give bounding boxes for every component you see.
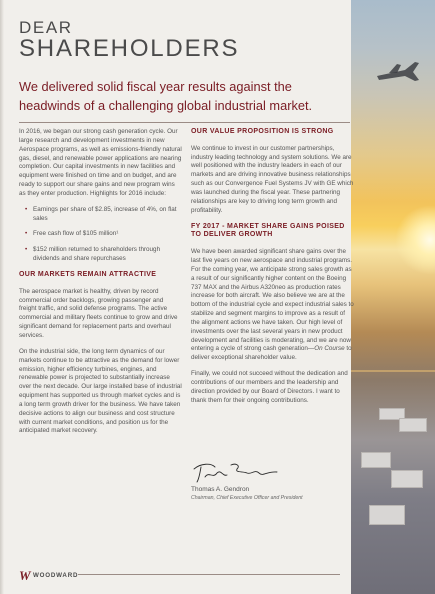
cargo-truck: [361, 452, 391, 468]
cargo-truck: [391, 470, 423, 488]
handwritten-signature: [191, 459, 281, 485]
page-edge-shadow: [0, 0, 4, 594]
section-heading-markets: OUR MARKETS REMAIN ATTRACTIVE: [19, 270, 157, 278]
right-column: [191, 128, 354, 412]
logo-mark: W: [19, 568, 31, 583]
highlight-item: • Earnings per share of $2.85, increase of 4%, on flat sales: [27, 206, 182, 224]
woodward-logo: [19, 568, 77, 582]
footer-divider: [78, 574, 340, 575]
logo-text: WOODWARD: [33, 572, 79, 579]
highlight-item: • Free cash flow of $105 million¹: [27, 230, 182, 239]
divider: [19, 122, 350, 123]
left-column: [19, 128, 182, 443]
page-title-shareholders: SHAREHOLDERS: [19, 35, 240, 62]
page-title-dear: DEAR: [19, 18, 73, 37]
signer-name: Thomas A. Gendron: [191, 486, 250, 493]
cargo-truck: [369, 505, 405, 525]
cargo-truck: [399, 418, 427, 432]
value-paragraph: We continue to invest in our customer partnerships, industry leading technology and system solutions. We are well positioned with the industry leaders in each of our markets and are driving innovative business relationships such as our Convergence Fuel Systems JV with GE which was launched during the fiscal year. These partnering relationships are key to driving long term growth and profitability.: [191, 144, 354, 214]
sunset-airport-photo: [351, 0, 435, 594]
highlights-list: [19, 206, 182, 264]
closing-paragraph: Finally, we could not succeed without the dedication and contributions of our members and the leadership and direction provided by our Board of Directors. I want to thank them for their ongoing contributions.: [191, 370, 348, 404]
signer-title: Chairman, Chief Executive Officer and President: [191, 495, 303, 501]
section-heading-fy2017: FY 2017 - MARKET SHARE GAINS POISED TO DELIVER GROWTH: [191, 222, 345, 239]
fy2017-emphasis: On Course: [314, 345, 345, 353]
section-heading-value: OUR VALUE PROPOSITION IS STRONG: [191, 128, 334, 135]
airplane-icon: [375, 56, 421, 90]
highlight-item: • $152 million returned to shareholders through dividends and share repurchases: [27, 246, 182, 264]
sun-glow: [395, 205, 435, 275]
intro-paragraph: In 2016, we began our strong cash generation cycle. Our large research and development investments in new Aerospace programs, as well as emissions-friendly natural gas, diesel, and renewable power applications are nearing completion. Our capital investments in new facilities and equipment were finished on time and on budget, and are ready to support our share gains and new program wins as they enter production. Highlights for 2016 include:: [19, 128, 182, 197]
markets-paragraph-1: The aerospace market is healthy, driven by record commercial order backlogs, growing passenger and freight traffic, and solid defense programs. The active commercial and military fleets continue to grow and drive significant demand for replacement parts and overhaul services.: [19, 287, 178, 339]
fy2017-text-b: to deliver exceptional shareholder value.: [191, 345, 352, 362]
headline: We delivered solid fiscal year results against the headwinds of a challenging global industrial market.: [19, 79, 313, 113]
fy2017-paragraph: [191, 248, 354, 363]
fy2017-text-a: We have been awarded significant share gains over the last five years on new aerospace and industrial programs. For the coming year, we anticipate strong sales growth as a result of our significantly higher content on the Boeing 737 MAX and the Airbus A320neo as production rates increase for both aircraft. We also believe we are at the bottom of the industrial cycle and expect industrial sales to stabilize and segment margins to improve as a result of the alignment actions we have taken. Our high level of investments over the last several years in new product development and facilities is moderating, and we are now entering a cycle of strong cash generation—: [191, 248, 354, 353]
markets-paragraph-2: On the industrial side, the long term dynamics of our markets continue to be attractive as the demand for lower emission, higher efficiency turbines, engines, and renewable power is projected to substantially increase over the next decade. Our large installed base of industrial equipment has supported us through market cycles and is a long term growth driver for the business. We have taken decisive actions to align our business and cost structure with current market conditions, and position us for the anticipated market recovery.: [19, 347, 182, 435]
runway-horizon: [351, 370, 435, 372]
